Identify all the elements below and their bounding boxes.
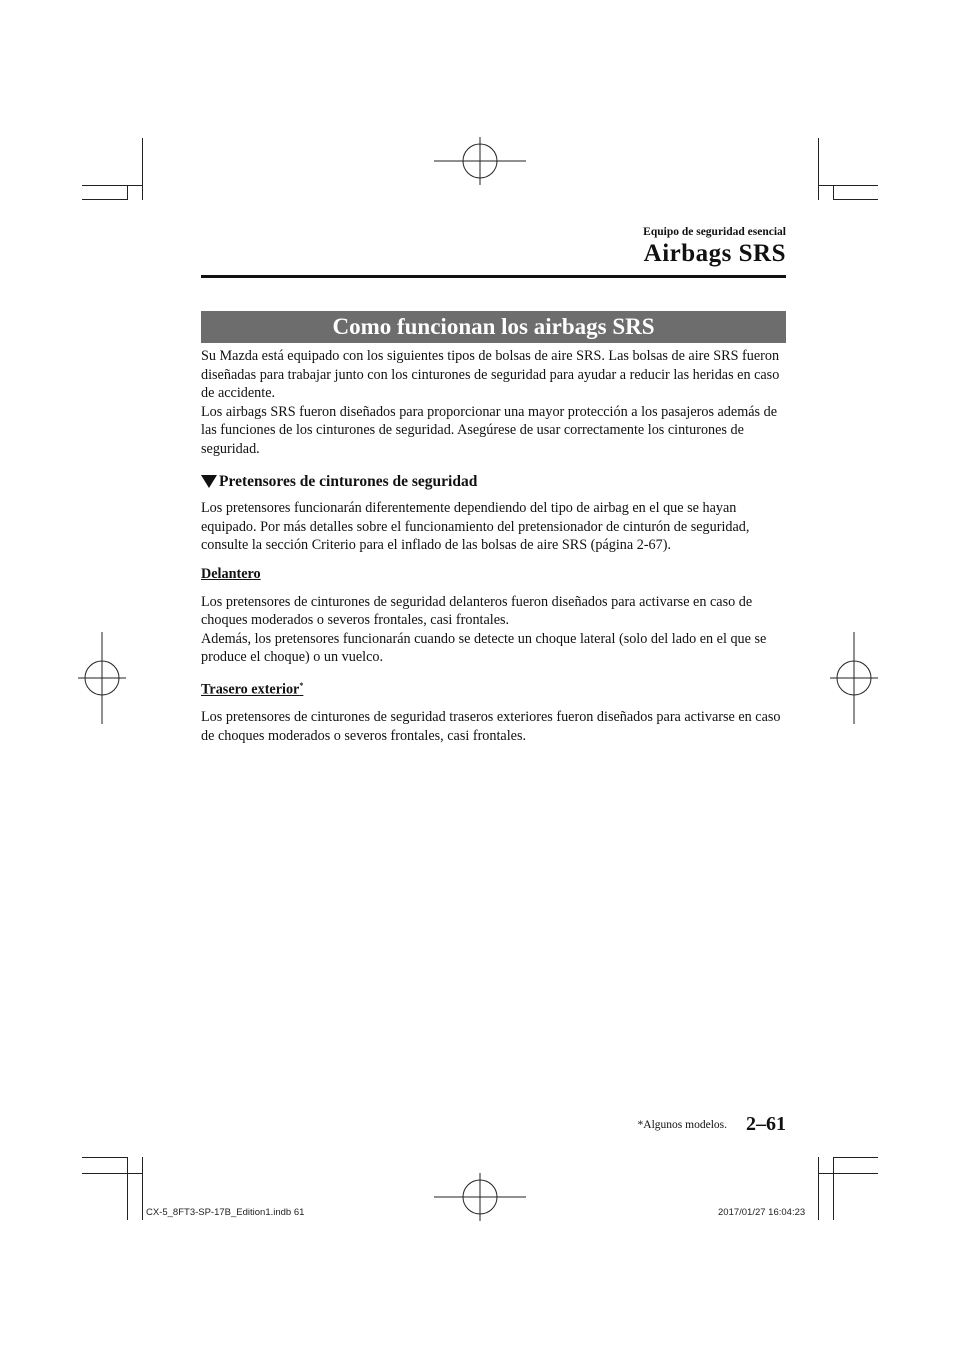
print-slug-filename: CX-5_8FT3-SP-17B_Edition1.indb 61 bbox=[146, 1207, 305, 1218]
crop-mark-top-left-h2 bbox=[82, 199, 128, 200]
registration-mark-left bbox=[78, 632, 126, 724]
trasero-heading bbox=[201, 677, 789, 699]
crop-mark-bottom-right-v2 bbox=[818, 1157, 819, 1220]
subsection-heading bbox=[201, 473, 789, 492]
intro-paragraph-2: Los airbags SRS fueron diseñados para proporcionar una mayor protección a los pasajeros además de las funciones de los cinturones de seguridad. Asegúrese de usar correctamente los cinturones de seguridad. bbox=[201, 403, 777, 457]
crop-mark-bottom-left-h2 bbox=[82, 1173, 142, 1174]
pretensores-paragraph: Los pretensores funcionarán diferentemente dependiendo del tipo de airbag en el que se hayan equipado. Por más detalles sobre el funcionamiento del pretensionador de cinturón de seguridad, consulte la sección Criterio para el inflado de las bolsas de aire SRS (página 2-67). bbox=[201, 500, 750, 554]
header-divider bbox=[201, 275, 786, 278]
intro-paragraph-1: Su Mazda está equipado con los siguientes tipos de bolsas de aire SRS. Las bolsas de aire SRS fueron diseñadas para trabajar junto con los cinturones de seguridad para ayudar a reducir las heridas en caso de accidente. bbox=[201, 348, 780, 402]
trasero-heading-text: Trasero exterior bbox=[201, 681, 300, 698]
crop-mark-top-right-v bbox=[818, 138, 819, 200]
delantero-paragraph-2: Además, los pretensores funcionarán cuando se detecte un choque lateral (solo del lado en el que se produce el choque) o un vuelco. bbox=[201, 630, 767, 666]
header-section-name: Equipo de seguridad esencial bbox=[643, 226, 786, 238]
crop-mark-bottom-right-h bbox=[833, 1157, 878, 1158]
crop-mark-top-left-h bbox=[82, 185, 142, 186]
trasero-paragraph: Los pretensores de cinturones de seguridad traseros exteriores fueron diseñados para activarse en caso de choques moderados o severos frontales, casi frontales. bbox=[201, 709, 781, 744]
crop-mark-bottom-left-v2 bbox=[142, 1157, 143, 1220]
footnote-some-models: *Algunos modelos. bbox=[637, 1119, 727, 1131]
delantero-heading bbox=[201, 565, 789, 584]
delantero-paragraph-1: Los pretensores de cinturones de seguridad delanteros fueron diseñados para activarse en caso de choques moderados o severos frontales, casi frontales. bbox=[201, 593, 753, 629]
crop-mark-top-left-v bbox=[142, 138, 143, 200]
subsection-heading-text: Pretensores de cinturones de seguridad bbox=[219, 472, 478, 490]
crop-mark-bottom-left-h bbox=[82, 1157, 128, 1158]
delantero-heading-text: Delantero bbox=[201, 565, 261, 582]
crop-mark-bottom-right-h2 bbox=[818, 1173, 878, 1174]
page-number: 2–61 bbox=[746, 1113, 786, 1135]
page-content bbox=[201, 347, 789, 745]
crop-mark-top-right-v2 bbox=[833, 185, 834, 200]
crop-mark-bottom-right-v bbox=[833, 1157, 834, 1220]
print-slug-timestamp: 2017/01/27 16:04:23 bbox=[718, 1207, 806, 1218]
header-chapter-title: Airbags SRS bbox=[643, 240, 786, 267]
section-title-banner: Como funcionan los airbags SRS bbox=[201, 311, 786, 343]
asterisk-mark: * bbox=[299, 680, 304, 690]
triangle-down-icon bbox=[201, 475, 217, 488]
registration-mark-right bbox=[830, 632, 878, 724]
registration-mark-bottom-center bbox=[434, 1173, 526, 1221]
registration-mark-top-center bbox=[434, 137, 526, 185]
crop-mark-bottom-left-v bbox=[127, 1157, 128, 1220]
crop-mark-top-right-h2 bbox=[833, 199, 878, 200]
crop-mark-top-left-v2 bbox=[127, 185, 128, 200]
crop-mark-top-right-h bbox=[818, 185, 878, 186]
